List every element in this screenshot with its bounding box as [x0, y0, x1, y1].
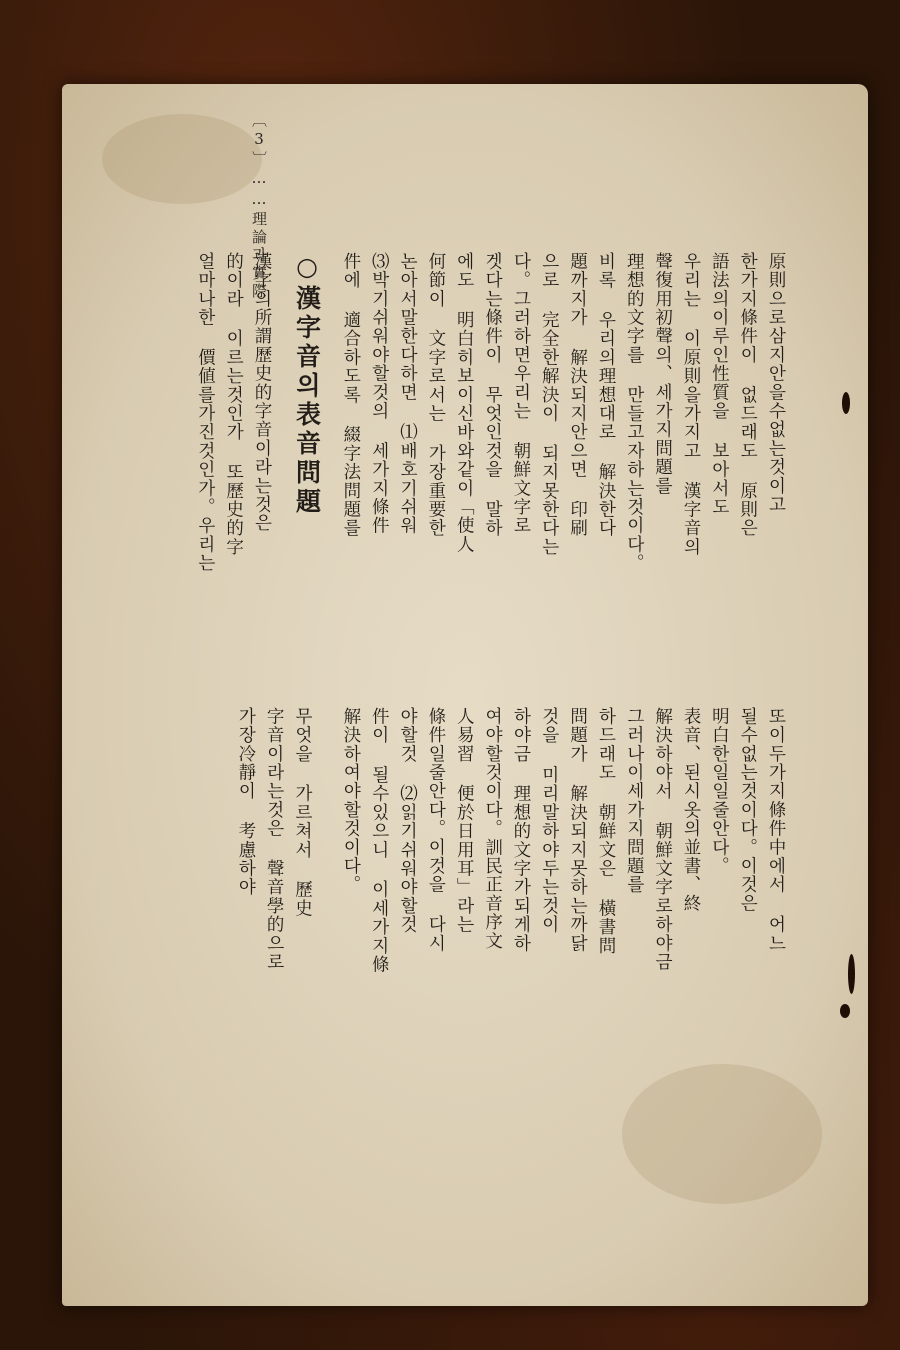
text-line: 비록 우리의理想대로 解決한다: [595, 252, 616, 538]
text-line: 다。그러하면우리는 朝鮮文字로: [510, 252, 531, 535]
text-line: 가장冷靜이 考慮하야: [235, 707, 256, 897]
text-line: 字音이라는것은 聲音學的으로: [264, 707, 285, 972]
text-line: 解決하야서 朝鮮文字로하야금: [652, 707, 673, 972]
text-line: 問題가 解決되지못하는까닭: [567, 707, 588, 953]
text-line: 何節이 文字로서는 가장重要한: [425, 252, 446, 538]
body-text: [138, 252, 790, 1252]
worm-hole: [848, 954, 855, 994]
text-line: 것을 미리말하야두는것이: [539, 707, 560, 934]
text-line: 人易習 便於日用耳」라는: [454, 707, 475, 934]
text-line: 表音、된시옷의並書、終: [680, 707, 701, 913]
text-line: 논아서말한다하면 ⑴배호기쉬워: [397, 252, 418, 535]
worm-hole: [842, 392, 850, 414]
text-line: 題까지가 解決되지안으면 印刷: [567, 252, 588, 538]
text-line: 그러나이세가지問題를: [624, 707, 645, 894]
text-line: 얼마나한 價値를가진것인가。우리는: [195, 252, 216, 573]
text-line: 原則으로삼지안을수없는것이고: [766, 252, 786, 514]
text-line: 件에 適合하도록 綴字法問題를: [340, 252, 361, 538]
text-line: 여야할것이다。訓民正音序文: [482, 707, 503, 951]
text-line: 條件일줄안다。이것을 다시: [425, 707, 446, 953]
text-line: 理想的文字를 만들고자하는것이다。: [624, 252, 645, 573]
text-line: ⑶박기쉬워야할것의 세가지條件: [369, 252, 390, 535]
text-tier-bottom: [138, 707, 790, 1252]
text-line: 明白한일일줄안다。: [709, 707, 730, 876]
text-line: 하야금 理想的文字가되게하: [510, 707, 531, 953]
text-line: 무엇을 가르쳐서 歷史: [292, 707, 313, 918]
worm-hole: [840, 1004, 850, 1018]
text-line: 語法의이루인性質을 보아서도: [709, 252, 730, 517]
text-line: 우리는 이原則을가지고 漢字音의: [680, 252, 701, 557]
text-line: 겟다는條件이 무엇인것을 말하: [482, 252, 503, 538]
text-line: 漢字의所謂歷史的字音이라는것은: [252, 252, 272, 533]
text-line: 에도 明白히보이신바와같이「使人: [454, 252, 475, 554]
text-line: 한가지條件이 없드래도 原則은: [737, 252, 758, 538]
text-line: 聲復用初聲의、세가지問題를: [652, 252, 673, 496]
text-line: 야할것 ⑵읽기쉬워야할것: [397, 707, 418, 934]
running-header: 〔3〕……理論과實際: [250, 112, 268, 301]
text-line: 하드래도 朝鮮文은 橫書問: [595, 707, 616, 956]
text-line: 的이라 이르는것인가 또歷史的字: [223, 252, 244, 557]
section-heading: ○漢字音의表音問題: [292, 252, 322, 517]
text-tier-top: [138, 252, 790, 682]
text-line: 으로 完全한解決이 되지못한다는: [539, 252, 560, 557]
text-line: 또이두가지條件中에서 어느: [766, 707, 786, 953]
text-line: 解決하여야할것이다。: [340, 707, 361, 894]
text-line: 件이 될수있으니 이세가지條: [369, 707, 390, 974]
text-line: 될수없는것이다。이것은: [737, 707, 758, 913]
section-heading: [317, 707, 337, 1252]
